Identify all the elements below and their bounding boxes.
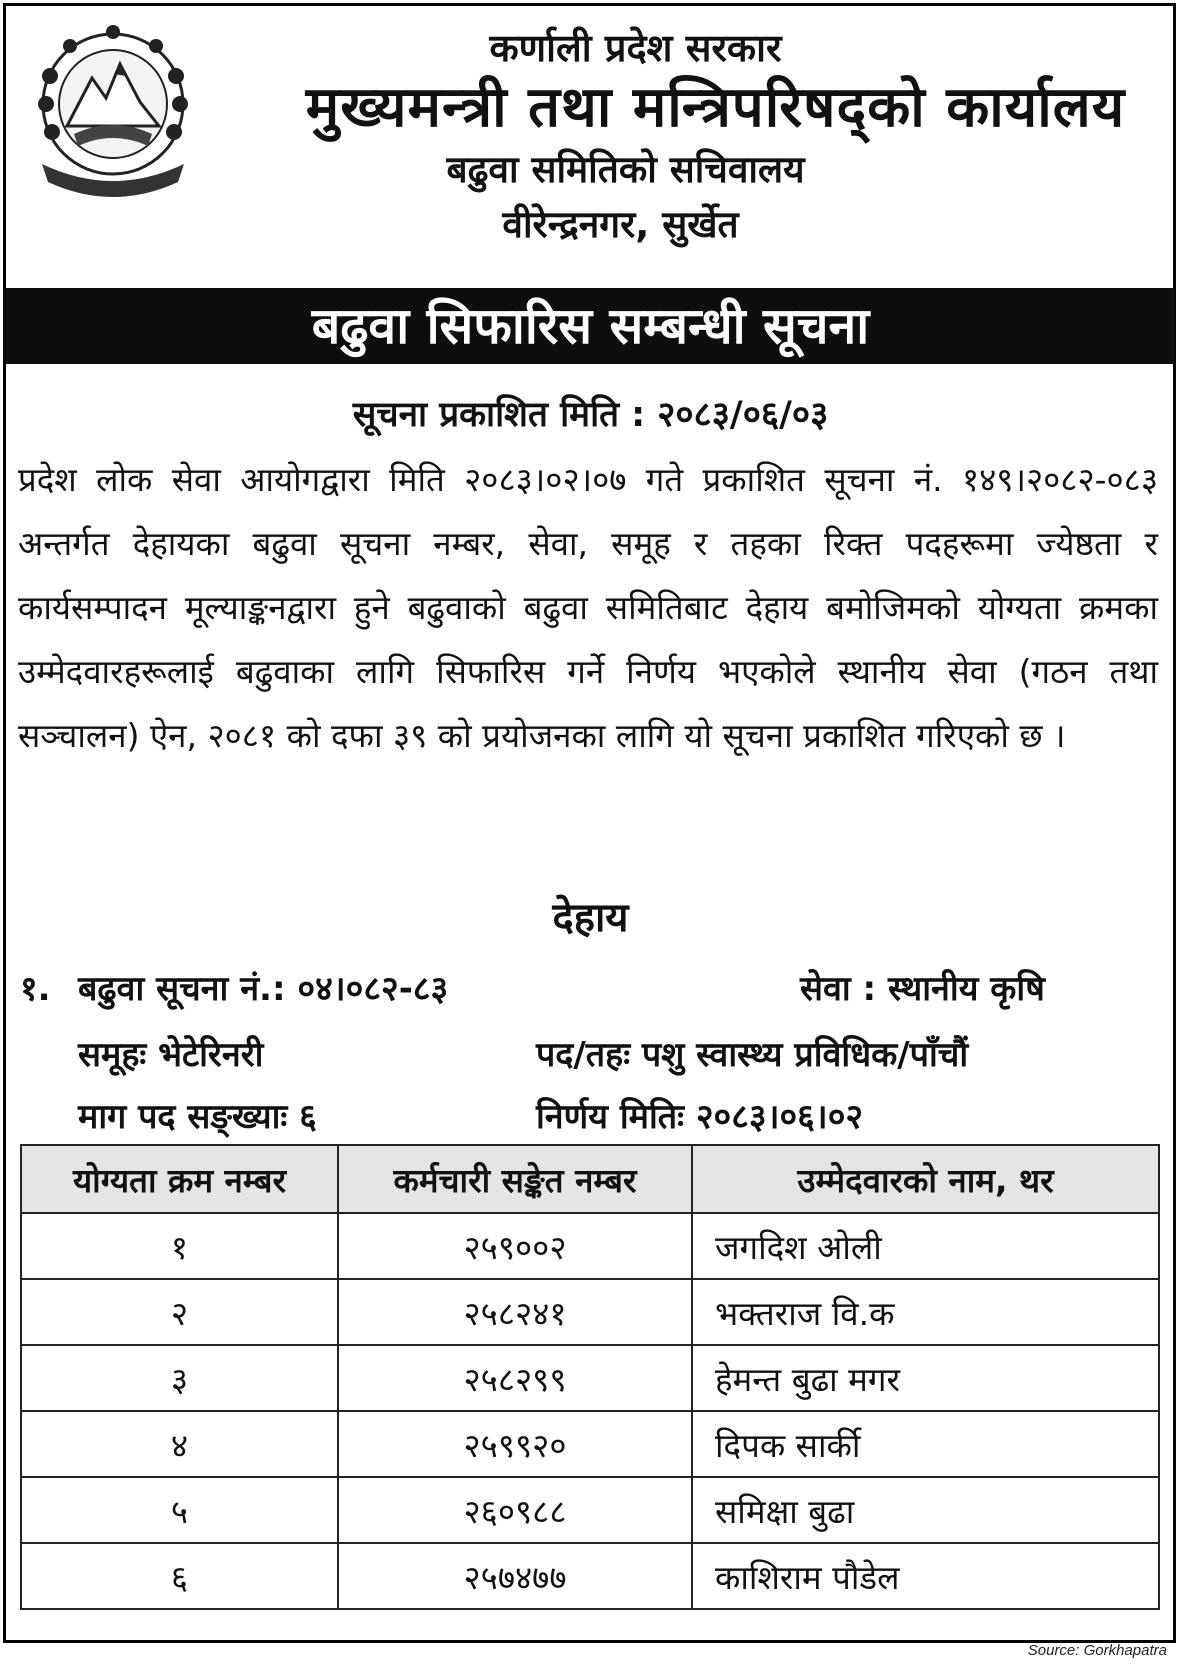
header-employee-code: कर्मचारी सङ्केत नम्बर: [338, 1145, 692, 1213]
merit-rank-cell: ४: [21, 1411, 338, 1477]
employee-code-cell: २५९९२०: [338, 1411, 692, 1477]
table-row: [21, 1543, 1159, 1609]
notice-body: प्रदेश लोक सेवा आयोगद्वारा मिति २०८३।०२।०७ गते प्रकाशित सूचना नं. १४९।२०८२-०८३ अन्तर्गत देहायका बढुवा सूचना नम्बर, सेवा, समूह र तहका रिक्त पदहरूमा ज्येष्ठता र कार्यसम्पादन मूल्याङ्कनद्वारा हुने बढुवाको बढुवा समितिबाट देहाय बमोजिमको योग्यता क्रमका उम्मेदवारहरूलाई बढुवाका लागि सिफारिस गर्ने निर्णय भएकोले स्थानीय सेवा (गठन तथा सञ्चालन) ऐन, २०८१ को दफा ३९ को प्रयोजनका लागि यो सूचना प्रकाशित गरिएको छ ।: [18, 460, 1158, 755]
decision-date-field: निर्णय मितिः २०८३।०६।०२: [536, 1097, 864, 1137]
demand-posts-field: माग पद सङ्ख्याः ६: [78, 1097, 317, 1137]
office-location: वीरेन्द्रनगर, सुर्खेत: [502, 203, 739, 246]
notice-title: बढुवा सिफारिस सम्बन्धी सूचना: [6, 288, 1175, 364]
candidate-name-cell: समिक्षा बुढा: [692, 1477, 1159, 1543]
publication-date: २०८३/०६/०३: [657, 395, 829, 435]
candidate-name-cell: दिपक सार्की: [692, 1411, 1159, 1477]
candidate-name-cell: जगदिश ओली: [692, 1213, 1159, 1279]
publication-date-line: [0, 390, 1181, 437]
merit-rank-cell: ६: [21, 1543, 338, 1609]
table-row: [21, 1477, 1159, 1543]
promotion-notice-number: बढुवा सूचना नं.: ०४।०८२-८३: [78, 969, 449, 1009]
candidate-name-cell: भक्तराज वि.क: [692, 1279, 1159, 1345]
table-row: [21, 1345, 1159, 1411]
source-credit: Source: Gorkhapatra: [1027, 1642, 1167, 1659]
employee-code-cell: २६०९८८: [338, 1477, 692, 1543]
employee-code-cell: २५८२४१: [338, 1279, 692, 1345]
section-heading: देहाय: [552, 895, 629, 941]
secretariat-name: बढुवा समितिको सचिवालय: [446, 148, 805, 191]
group-field: समूहः भेटेरिनरी: [78, 1035, 264, 1075]
publication-date-separator: :: [631, 395, 646, 435]
office-name: मुख्यमन्त्री तथा मन्त्रिपरिषद्को कार्यालय: [305, 75, 1126, 140]
table-row: [21, 1213, 1159, 1279]
candidate-table: [20, 1144, 1160, 1610]
merit-rank-cell: १: [21, 1213, 338, 1279]
entry-index: १.: [20, 969, 51, 1009]
table-row: [21, 1411, 1159, 1477]
merit-rank-cell: २: [21, 1279, 338, 1345]
post-level-field: पद/तहः पशु स्वास्थ्य प्रविधिक/पाँचौं: [536, 1035, 969, 1075]
employee-code-cell: २५७४७७: [338, 1543, 692, 1609]
candidate-name-cell: हेमन्त बुढा मगर: [692, 1345, 1159, 1411]
employee-code-cell: २५९००२: [338, 1213, 692, 1279]
candidate-name-cell: काशिराम पौडेल: [692, 1543, 1159, 1609]
table-header-row: [21, 1145, 1159, 1213]
merit-rank-cell: ५: [21, 1477, 338, 1543]
service-field: सेवा : स्थानीय कृषि: [800, 969, 1045, 1009]
header-candidate-name: उम्मेदवारको नाम, थर: [692, 1145, 1159, 1213]
employee-code-cell: २५८२९९: [338, 1345, 692, 1411]
header-merit-rank: योग्यता क्रम नम्बर: [21, 1145, 338, 1213]
publication-date-label: सूचना प्रकाशित मिति: [352, 395, 620, 435]
province-name: कर्णाली प्रदेश सरकार: [489, 26, 782, 70]
table-row: [21, 1279, 1159, 1345]
merit-rank-cell: ३: [21, 1345, 338, 1411]
